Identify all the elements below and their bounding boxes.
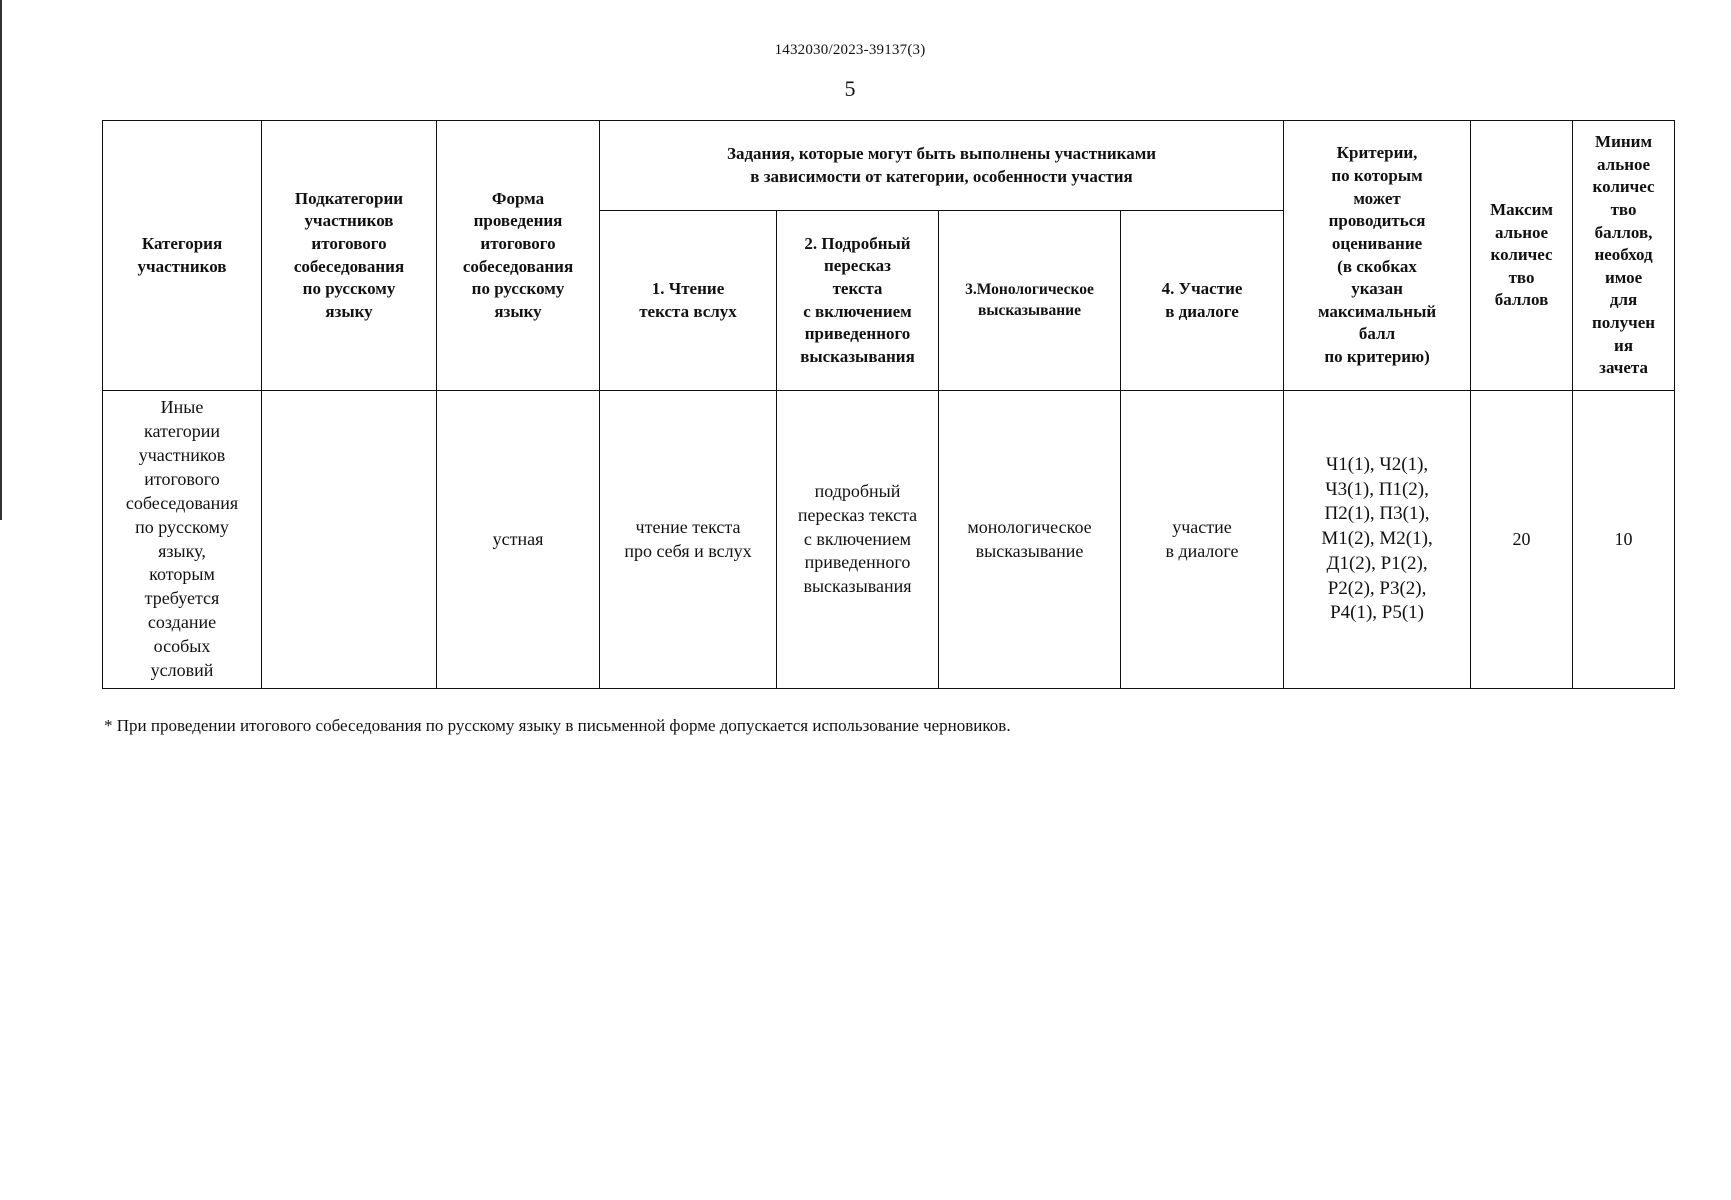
header-task-4: 4. Участие в диалоге [1121,211,1284,391]
cell-task-3: монологическое высказывание [939,391,1121,689]
header-category: Категория участников [103,121,262,391]
document-number: 1432030/2023-39137(3) [774,42,926,58]
cell-max-score: 20 [1471,391,1573,689]
header-form: Форма проведения итогового собеседования по русскому языку [437,121,600,391]
header-task-2: 2. Подробный пересказ текста с включением приведенного высказывания [777,211,939,391]
header-min-score: Миним альное количес тво баллов, необход имое для получен ия зачета [1573,121,1675,391]
header-criteria: Критерии, по которым может проводиться оценивание (в скобках указан максимальный балл по критерию) [1284,121,1471,391]
header-row-1 [103,121,1675,211]
cell-category: Иные категории участников итогового собеседования по русскому языку, которым требуется создание особых условий [103,391,262,689]
footnote: * При проведении итогового собеседования по русскому языку в письменной форме допускается использование черновиков. [104,716,1011,735]
cell-min-score: 10 [1573,391,1675,689]
page-number: 5 [844,76,856,101]
header-max-score: Максим альное количес тво баллов [1471,121,1573,391]
header-task-3: 3.Монологическое высказывание [939,211,1121,391]
cell-task-2: подробный пересказ текста с включением приведенного высказывания [777,391,939,689]
cell-subcategory [262,391,437,689]
assessment-table [102,120,1675,689]
cell-criteria: Ч1(1), Ч2(1), Ч3(1), П1(2), П2(1), П3(1), М1(2), М2(1), Д1(2), Р1(2), Р2(2), Р3(2), Р4(1), Р5(1) [1284,391,1471,689]
header-task-1: 1. Чтение текста вслух [600,211,777,391]
header-subcategory: Подкатегории участников итогового собеседования по русскому языку [262,121,437,391]
table-row [103,391,1675,689]
header-tasks-group: Задания, которые могут быть выполнены участниками в зависимости от категории, особенности участия [600,121,1284,211]
cell-form: устная [437,391,600,689]
cell-task-4: участие в диалоге [1121,391,1284,689]
cell-task-1: чтение текста про себя и вслух [600,391,777,689]
